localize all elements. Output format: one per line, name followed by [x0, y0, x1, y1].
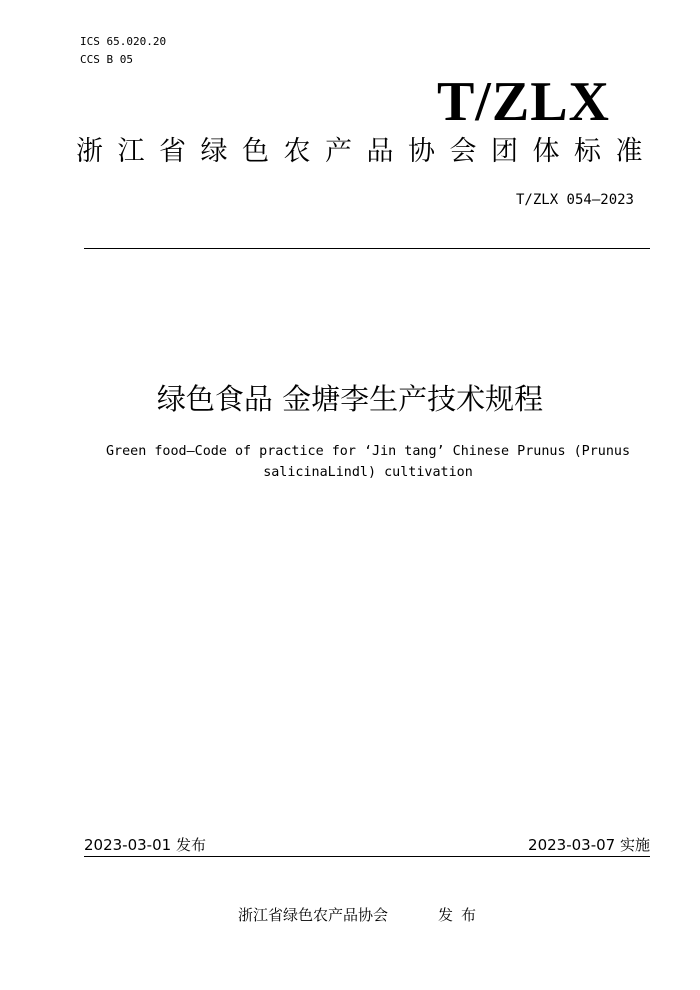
bottom-divider — [84, 856, 650, 857]
document-title-english-line1: Green food—Code of practice for ‘Jin tang’ Chinese Prunus (Prunus — [105, 444, 631, 459]
ccs-code: CCS B 05 — [80, 53, 133, 66]
issuer-action: 发布 — [438, 906, 485, 924]
top-divider — [84, 248, 650, 249]
org-standard-title: 浙江省绿色农产品协会团体标准 — [76, 136, 657, 167]
document-title-chinese: 绿色食品 金塘李生产技术规程 — [156, 382, 544, 416]
issuer-organization: 浙江省绿色农产品协会 — [238, 906, 389, 924]
standard-number: T/ZLX 054—2023 — [515, 192, 634, 208]
standard-logo: T/ZLX — [436, 71, 610, 133]
implementation-date: 2023-03-07 实施 — [528, 836, 650, 854]
document-title-english-line2: salicinaLindl) cultivation — [263, 465, 473, 480]
ics-code: ICS 65.020.20 — [80, 35, 167, 48]
release-date: 2023-03-01 发布 — [84, 836, 206, 854]
